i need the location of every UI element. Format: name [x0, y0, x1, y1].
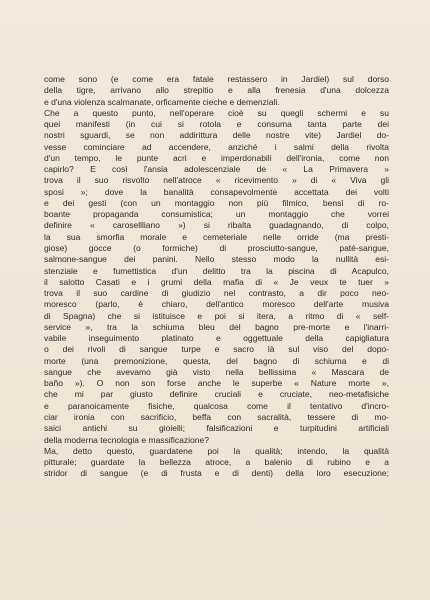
text-column	[44, 74, 389, 480]
paragraph	[44, 446, 389, 480]
text-line: o dei rivoli di sangue turpe e sacro là sul viso del dopo-	[44, 344, 389, 355]
text-line: boante propaganda consumistica; un montaggio che vorrei	[44, 209, 389, 220]
text-line: Ma, detto questo, guardatene poi la qualità; intendo, la qualità	[44, 445, 389, 456]
paragraph	[44, 74, 389, 108]
text-line: nostri sguardi, se non addirittura delle nostre vite) Jardiel do-	[44, 130, 389, 141]
text-line: della tigre, arrivano allo strepitio e alla frenesia d'una dolcezza	[44, 85, 389, 96]
text-line: e paranoicamente fisiche, qualcosa come il tentativo d'incro-	[44, 400, 389, 411]
text-line: pitturale; guardate la bellezza atroce, a balenio di rubino e a	[44, 457, 389, 468]
text-line: la sua smorfia morale e cemeteriale nelle orride (ma presti-	[44, 231, 389, 242]
text-line: Che a questo punto, nell'operare cioè su quegli schermi e su	[44, 107, 389, 118]
text-line: stenziale e fumettistica d'un delitto tra la piscina di Acapulco,	[44, 265, 389, 276]
text-line: moresco (parlo, è chiaro, dell'antico moresco dell'arte musiva	[44, 299, 389, 310]
text-line: il salotto Casati e i grumi della mafia di « Je veux te tuer »	[44, 276, 389, 287]
text-line: come sono (e come era fatale restassero in Jardiel) sul dorso	[44, 74, 389, 84]
text-line: definire « carosellliano ») si ribalta guadagnando, di colpo,	[44, 220, 389, 231]
text-line: che mi par giusto definire cruciali e cruciate, neo-metafisiche	[44, 389, 389, 400]
text-line: quei manifesti (in cui si rotola e consuma tanta parte dei	[44, 119, 389, 130]
text-line: di Spagna) che si istituisce e poi si itera, a ritmo di « self-	[44, 310, 389, 321]
text-line: e d'una violenza scalmanate, orficamente cieche e demenziali.	[44, 96, 280, 107]
text-line: trova il suo cardine di giudizio nel contrasto, a dir poco neo-	[44, 288, 389, 299]
text-line: baño »). O non son forse anche le superbe « Nature morte »,	[44, 378, 389, 389]
paragraph	[44, 108, 389, 446]
text-line: sposi »; dove la banalità consapevolmente accettata dei volti	[44, 186, 389, 197]
text-line: vesse cominciare ad accendere, anziché i salmi della rivolta	[44, 141, 389, 152]
text-line: service », tra la schiuma bleu del bagno pre-morte e l'inarri-	[44, 321, 389, 332]
text-line: capirlo? E così l'ansia adolescenziale de « La Primavera »	[44, 164, 389, 175]
text-line: salmone-sangue dei panini. Nello stesso modo la nullità esi-	[44, 254, 389, 265]
text-line: della moderna tecnologia e massificazione?	[44, 434, 209, 445]
text-line: d'un tempo, le punte acri e imperdonabili dell'ironia, come non	[44, 152, 389, 163]
text-line: ciar ironia con sacrificio, beffa con sacralità, tessere di mo-	[44, 411, 389, 422]
text-line: stridor di sangue (e di frusta e di denti) della loro esecuzione;	[44, 468, 389, 479]
text-line: sangue che avevamo già visto nella bellissima « Mascara de	[44, 366, 389, 377]
text-line: trova il suo risvolto nell'atroce « ricevimento » di « Viva gli	[44, 175, 389, 186]
text-line: vabile inseguimento platinato e oggettuale della capigliatura	[44, 333, 389, 344]
text-line: giose) gocce (o formiche) di prosciutto-sangue, paté-sangue,	[44, 242, 389, 253]
text-line: morte (una premonizione, questa, del bagno di schiuma e di	[44, 355, 389, 366]
text-line: saici antichi su gioielli; falsificazioni e turpitudini artificiali	[44, 423, 389, 434]
text-line: e dei gesti (con un montaggio non più filmico, bensì di ro-	[44, 197, 389, 208]
